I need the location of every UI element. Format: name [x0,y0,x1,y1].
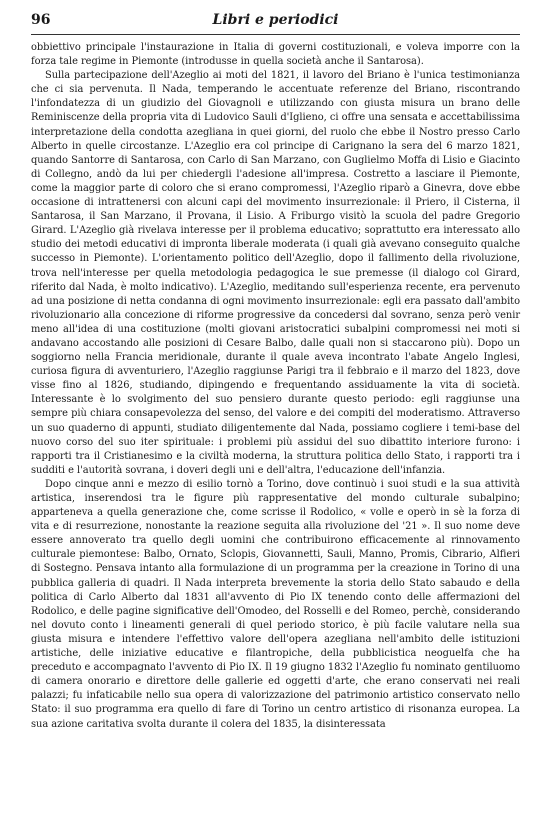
page-header [31,10,520,35]
article-body [31,41,520,732]
paragraph: Sulla partecipazione dell'Azeglio ai moti del 1821, il lavoro del Briano è l'unica testimonianza che ci sia pervenuta. Il Nada, temperando le accentuate referenze del Briano, riscontrando l'infondatezza di un giudizio del Giovagnoli e utilizzando con giusta misura un brano delle Reminiscenze della propria vita di Ludovico Sauli d'Iglieno, ci offre una sensata e accettabilissima interpretazione della condotta azegliana in quei giorni, del ruolo che ebbe il Nostro presso Carlo Alberto in quelle circostanze. L'Azeglio era col principe di Carignano la sera del 6 marzo 1821, quando Santorre di Santarosa, con Carlo di San Marzano, con Guglielmo Moffa di Lisio e Giacinto di Collegno, andò da lui per chiedergli l'adesione all'impresa. Costretto a lasciare il Piemonte, come la maggior parte di coloro che si erano compromessi, l'Azeglio riparò a Ginevra, dove ebbe occasione di intrattenersi con alcuni capi del movimento insurrezionale: il Priero, il Cisterna, il Santarosa, il San Marzano, il Provana, il Lisio. A Friburgo visitò la scuola del padre Gregorio Girard. L'Azeglio già rivelava interesse per il problema educativo; soprattutto era interessato allo studio dei metodi educativi di impronta liberale moderata (i quali già avevano conseguito qualche successo in Piemonte). L'orientamento politico dell'Azeglio, dopo il fallimento della rivoluzione, trova nell'interesse per quella metodologia pedagogica le sue premesse (il dialogo col Girard, riferito dal Nada, è molto indicativo). L'Azeglio, meditando sull'esperienza recente, era pervenuto ad una posizione di netta condanna di ogni movimento insurrezionale: egli era passato dall'ambito rivoluzionario alla concezione di riforme progressive da concedersi dal sovrano, senza però venir meno all'idea di una costituzione (molti giovani aristocratici subalpini compromessi nei moti si andavano accostando alle posizioni di Cesare Balbo, dalle quali non si staccarono più). Dopo un soggiorno nella Francia meridionale, durante il quale aveva incontrato l'abate Angelo Inglesi, curiosa figura di avventuriero, l'Azeglio raggiunse Parigi tra il febbraio e il marzo del 1823, dove visse fino al 1826, studiando, dipingendo e frequentando assiduamente la vita di società. Interessante è lo svolgimento del suo pensiero durante questo periodo: egli raggiunse una sempre più chiara consapevolezza del senso, del valore e dei compiti del moderatismo. Attraverso un suo quaderno di appunti, studiato diligentemente dal Nada, possiamo cogliere i temi-base del nuovo corso del suo iter spirituale: i problemi più assidui del suo dibattito interiore furono: i rapporti tra il Cristianesimo e la civiltà moderna, la struttura politica dello Stato, i rapporti tra i sudditi e l'autorità sovrana, i doveri degli uni e dell'altra, l'educazione dell'infanzia. [31,70,520,476]
page-number: 96 [31,12,51,28]
paragraph: Dopo cinque anni e mezzo di esilio tornò a Torino, dove continuò i suoi studi e la sua attività artistica, inserendosi tra le figure più rappresentative del mondo culturale subalpino; apparteneva a quella generazione che, come scrisse il Rodolico, « volle e operò in sè la forza di vita e di resurrezione, nonostante la reazione seguita alla rivoluzione del '21 ». Il suo nome deve essere annoverato tra quello degli uomini che contribuirono efficacemente al rinnovamento culturale piemontese: Balbo, Ornato, Sclopis, Giovannetti, Sauli, Manno, Promis, Cibrario, Alfieri di Sostegno. Pensava intanto alla formulazione di un programma per la creazione in Torino di una pubblica galleria di quadri. Il Nada interpreta brevemente la storia dello Stato sabaudo e della politica di Carlo Alberto dal 1831 all'avvento di Pio IX tenendo conto delle affermazioni del Rodolico, e delle pagine significative dell'Omodeo, del Rosselli e del Romeo, perchè, considerando nel dovuto conto i lineamenti generali di quel periodo storico, è più facile valutare nella sua giusta misura e intendere l'effettivo valore dell'opera azegliana nell'ambito delle istituzioni artistiche, delle iniziative educative e filantropiche, della pubblicistica neoguelfa che ha preceduto e accompagnato l'avvento di Pio IX. Il 19 giugno 1832 l'Azeglio fu nominato gentiluomo di camera onorario e direttore delle gallerie ed oggetti d'arte, che erano conservati nei reali palazzi; fu infaticabile nello sua opera di valorizzazione del patrimonio artistico conservato nello Stato: il suo programma era quello di fare di Torino un centro artistico di risonanza europea. La sua azione caritativa svolta durante il colera del 1835, la disinteressata [31,478,520,730]
running-title: Libri e periodici [212,12,339,28]
paragraph: obbiettivo principale l'instaurazione in Italia di governi costituzionali, e voleva imporre con la forza tale regime in Piemonte (introdusse in quella società anche il Santarosa). [31,42,520,68]
